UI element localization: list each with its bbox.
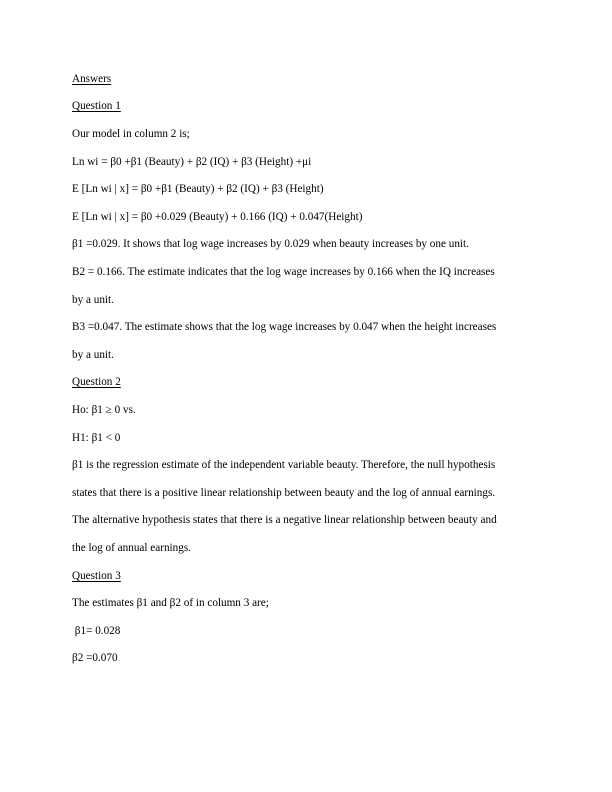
q1-model-equation: Ln wi = β0 +β1 (Beauty) + β2 (IQ) + β3 (Height) +μi <box>72 156 312 168</box>
q1-estimated-equation: E [Ln wi | x] = β0 +0.029 (Beauty) + 0.166 (IQ) + 0.047(Height) <box>72 211 363 223</box>
q1-beta1-interpretation: β1 =0.029. It shows that log wage increases by 0.029 when beauty increases by one unit. <box>72 238 469 250</box>
q2-null-hypothesis: Ho: β1 ≥ 0 vs. <box>72 404 136 416</box>
q3-beta1-value: β1= 0.028 <box>72 625 121 637</box>
q3-beta2-value: β2 =0.070 <box>72 652 118 664</box>
q2-paragraph-line4: the log of annual earnings. <box>72 542 191 554</box>
q2-paragraph-line1: β1 is the regression estimate of the independent variable beauty. Therefore, the null hypothesis <box>72 459 496 471</box>
q1-beta3-interpretation-line2: by a unit. <box>72 349 114 361</box>
q1-beta2-interpretation-line2: by a unit. <box>72 294 114 306</box>
q1-beta3-interpretation-line1: B3 =0.047. The estimate shows that the log wage increases by 0.047 when the height increases <box>72 321 497 333</box>
question-1-title: Question 1 <box>72 100 121 112</box>
question-2-title: Question 2 <box>72 376 121 388</box>
q2-alternative-hypothesis: H1: β1 < 0 <box>72 432 121 444</box>
q1-expectation-equation: E [Ln wi | x] = β0 +β1 (Beauty) + β2 (IQ) + β3 (Height) <box>72 183 324 195</box>
q1-intro: Our model in column 2 is; <box>72 128 190 140</box>
q1-beta2-interpretation-line1: B2 = 0.166. The estimate indicates that the log wage increases by 0.166 when the IQ increases <box>72 266 495 278</box>
q2-paragraph-line3: The alternative hypothesis states that there is a negative linear relationship between beauty and <box>72 514 497 526</box>
question-3-title: Question 3 <box>72 570 121 582</box>
q2-paragraph-line2: states that there is a positive linear relationship between beauty and the log of annual earnings. <box>72 487 496 499</box>
answers-heading: Answers <box>72 73 112 85</box>
q3-intro: The estimates β1 and β2 of in column 3 are; <box>72 597 269 609</box>
